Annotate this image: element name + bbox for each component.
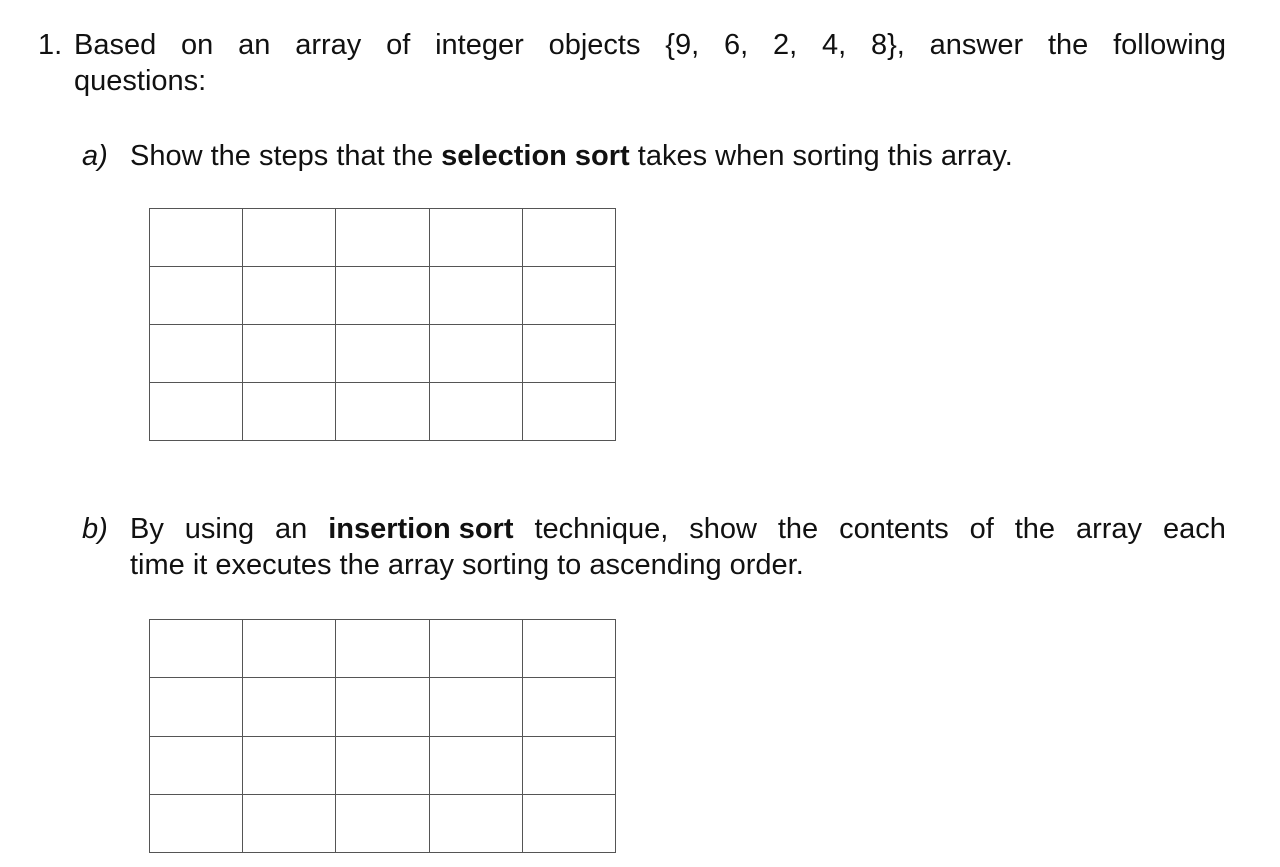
insertion-grid-cell [336,620,429,678]
part-b-line1-word: each [1162,513,1226,545]
insertion-grid-cell [150,736,243,794]
insertion-grid-cell [429,620,522,678]
insertion-grid-cell [150,678,243,736]
part-b-text-line1 [130,511,1226,547]
question-intro-word: following [1113,29,1226,61]
selection-grid-cell [243,383,336,441]
insertion-grid-cell [243,794,336,852]
part-b-line1-word: of [969,513,994,545]
part-b-text-line2: time it executes the array sorting to ascending order. [130,549,804,581]
question-intro-word: answer [929,29,1024,61]
question-intro-line2: questions: [74,65,207,97]
insertion-grid-cell [522,678,615,736]
selection-grid-cell [150,325,243,383]
insertion-grid-row [150,794,616,852]
selection-grid-row [150,209,616,267]
question-intro-word: objects [548,29,641,61]
part-b-label: b) [82,513,108,545]
selection-grid-cell [429,325,522,383]
question-intro-line1 [74,27,1226,63]
part-b-line1-word: insertion sort [328,513,514,545]
insertion-grid-cell [243,678,336,736]
part-b-line1-word: array [1075,513,1143,545]
insertion-grid-cell [150,620,243,678]
insertion-sort-answer-grid [149,619,616,853]
selection-grid-cell [522,267,615,325]
question-intro-word: on [181,29,214,61]
selection-grid-cell [336,325,429,383]
part-a-label: a) [82,140,108,172]
part-b-line1-word: the [777,513,819,545]
selection-grid-cell [429,209,522,267]
question-intro-word: the [1047,29,1089,61]
selection-grid-cell [243,267,336,325]
selection-grid-cell [243,209,336,267]
insertion-grid-cell [150,794,243,852]
selection-grid-cell [150,209,243,267]
insertion-grid-cell [429,794,522,852]
insertion-grid-cell [336,678,429,736]
selection-grid-cell [522,383,615,441]
selection-grid-cell [522,325,615,383]
insertion-grid-cell [336,736,429,794]
part-b-line1-word: using [184,513,255,545]
insertion-grid-cell [429,736,522,794]
selection-grid-cell [336,267,429,325]
insertion-grid-cell [243,736,336,794]
insertion-grid-cell [522,620,615,678]
question-intro-word: 8}, [870,29,905,61]
insertion-grid-row [150,620,616,678]
selection-grid-cell [429,267,522,325]
part-b-line1-word: the [1014,513,1056,545]
question-number: 1. [38,29,63,61]
part-b-line1-word: By [130,513,164,545]
question-intro-word: 4, [821,29,847,61]
part-b-line1-word: contents [839,513,949,545]
question-intro-word: of [386,29,411,61]
question-intro-word: {9, [665,29,700,61]
question-intro-word: 2, [772,29,798,61]
question-intro-word: Based [74,29,157,61]
part-a-bold-term: selection sort [441,140,630,172]
question-intro-word: an [238,29,271,61]
selection-grid-cell [522,209,615,267]
part-a-text [130,138,1013,174]
selection-grid-row [150,325,616,383]
selection-grid-cell [429,383,522,441]
question-intro-word: integer [435,29,524,61]
insertion-grid-cell [429,678,522,736]
selection-grid-cell [336,383,429,441]
insertion-grid-row [150,678,616,736]
insertion-grid-cell [336,794,429,852]
part-a-text-before: Show the steps that the [130,140,442,172]
selection-sort-answer-grid [149,208,616,441]
part-b-line1-word: an [275,513,308,545]
selection-grid-cell [243,325,336,383]
insertion-grid-cell [243,620,336,678]
selection-grid-cell [150,267,243,325]
part-b-line1-word: show [689,513,757,545]
insertion-grid-cell [522,794,615,852]
part-a-text-after: takes when sorting this array. [629,140,1013,172]
selection-grid-cell [150,383,243,441]
part-b-line1-word: technique, [534,513,669,545]
selection-grid-row [150,383,616,441]
selection-grid-cell [336,209,429,267]
insertion-grid-cell [522,736,615,794]
insertion-grid-row [150,736,616,794]
question-intro-word: array [295,29,362,61]
selection-grid-row [150,267,616,325]
question-intro-word: 6, [723,29,749,61]
